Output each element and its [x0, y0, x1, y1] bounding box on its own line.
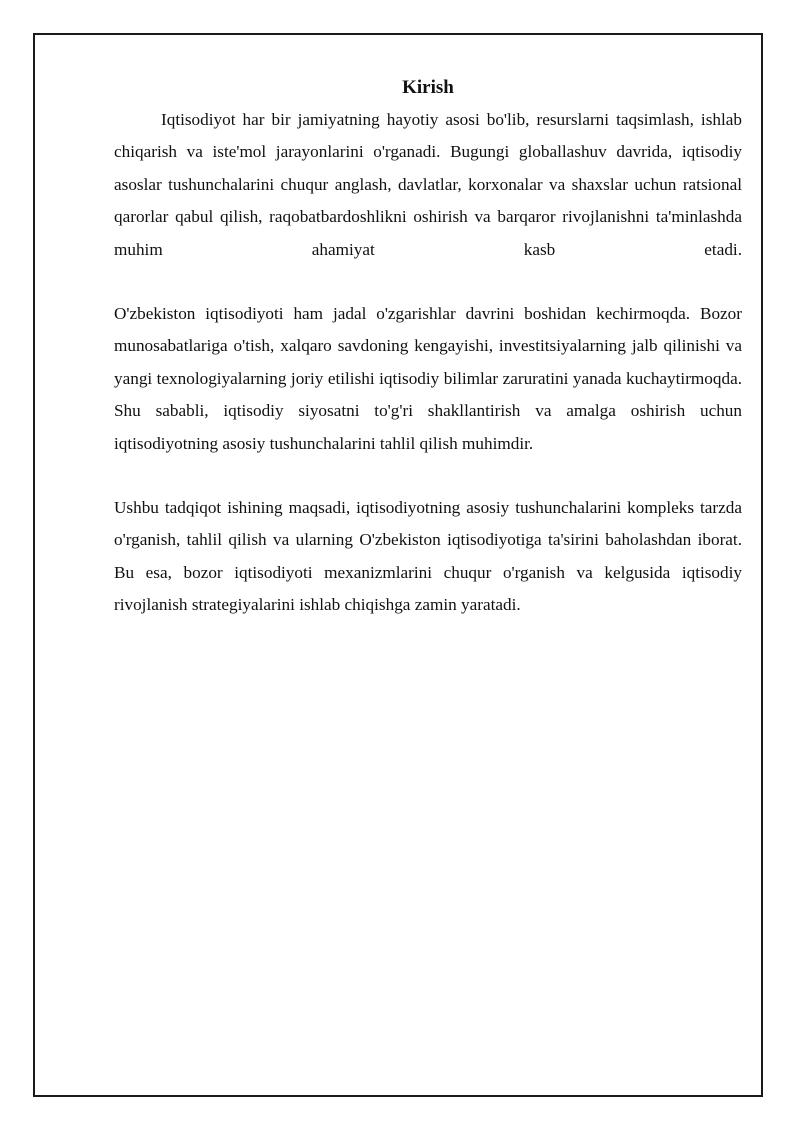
paragraph-gap — [114, 460, 742, 492]
document-body — [114, 76, 742, 622]
paragraph-gap — [114, 266, 742, 298]
paragraph-research-goal: Ushbu tadqiqot ishining maqsadi, iqtisodiyotning asosiy tushunchalarini kompleks tarzda o'rganish, tahlil qilish va ularning O'zbekiston iqtisodiyotiga ta'sirini baholashdan iborat. Bu esa, bozor iqtisodiyoti mexanizmlarini chuqur o'rganish va kelgusida iqtisodiy rivojlanish strategiyalarini ishlab chiqishga zamin yaratadi. — [114, 498, 742, 615]
paragraph-intro: Iqtisodiyot har bir jamiyatning hayotiy asosi bo'lib, resurslarni taqsimlash, ishlab chiqarish va iste'mol jarayonlarini o'rganadi. Bugungi globallashuv davrida, iqtisodiy asoslar tushunchalarini chuqur anglash, davlatlar, korxonalar va shaxslar uchun ratsional qarorlar qabul qilish, raqobatbardoshlikni oshirish va barqaror rivojlanishni ta'minlashda muhim ahamiyat kasb etadi. — [114, 110, 742, 259]
paragraph-uzbekistan-economy: O'zbekiston iqtisodiyoti ham jadal o'zgarishlar davrini boshidan kechirmoqda. Bozor munosabatlariga o'tish, xalqaro savdoning kengayishi, investitsiyalarning jalb qilinishi va yangi texnologiyalarning joriy etilishi iqtisodiy bilimlar zaruratini yanada kuchaytirmoqda. Shu sababli, iqtisodiy siyosatni to'g'ri shakllantirish va amalga oshirish uchun iqtisodiyotning asosiy tushunchalarini tahlil qilish muhimdir. — [114, 304, 742, 453]
document-title: Kirish — [402, 77, 454, 98]
